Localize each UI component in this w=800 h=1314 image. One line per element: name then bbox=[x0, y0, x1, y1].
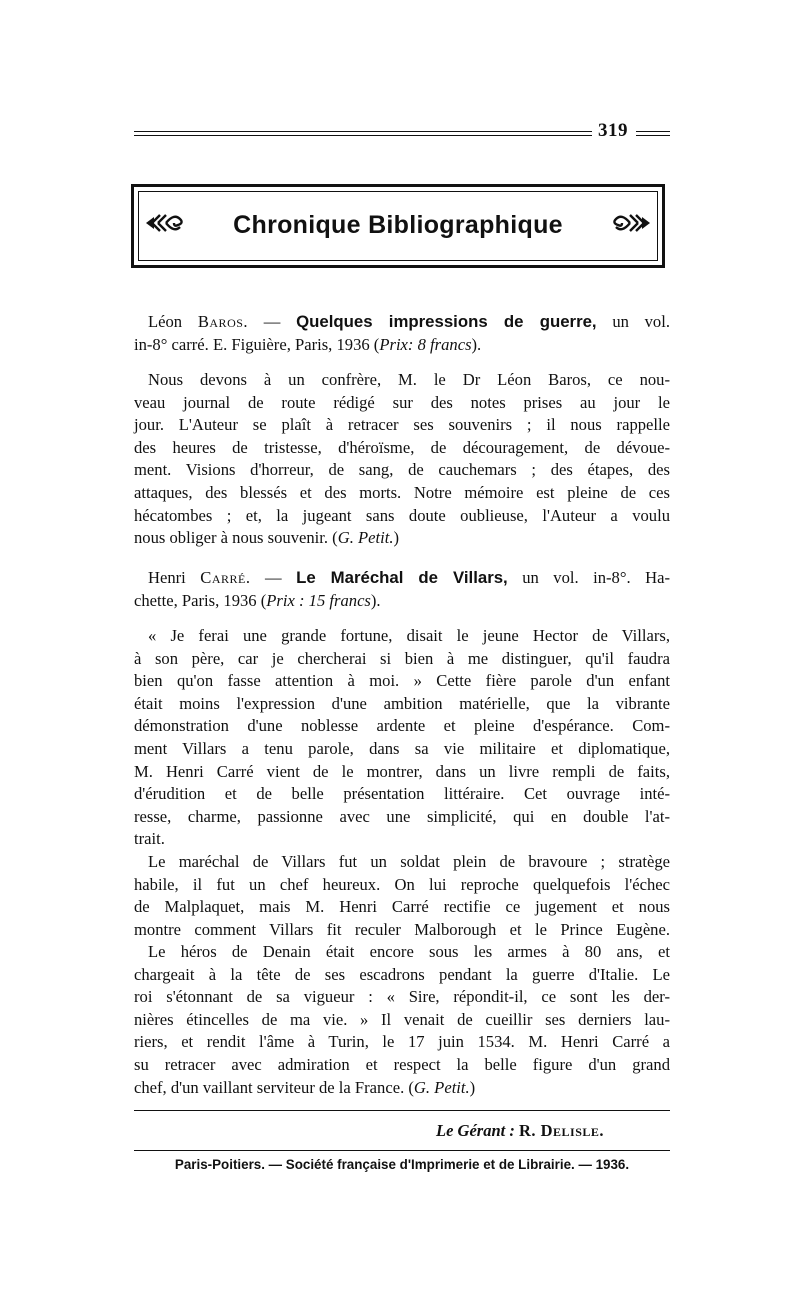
header-rule-right bbox=[636, 131, 670, 136]
gerant-label: Le Gérant : bbox=[436, 1121, 515, 1140]
review1-book-title: Quelques impressions de guerre, bbox=[296, 312, 597, 331]
review2-p3-line: su retracer avec admiration et respect la belle figure d'un grand bbox=[134, 1054, 670, 1074]
review2-p1-line: M. Henri Carré vient de le montrer, dans un livre rempli de faits, bbox=[134, 761, 670, 781]
review1-author-last: Baros. bbox=[197, 312, 249, 331]
footer-rule-bottom bbox=[134, 1150, 670, 1151]
review1-price-value: : 8 francs bbox=[407, 334, 472, 354]
section-title: Chronique Bibliographique bbox=[233, 211, 563, 239]
review1-body-line: nous obliger à nous souvenir. ( bbox=[134, 528, 338, 548]
review2-p1-line: d'érudition et de belle présentation littéraire. Cet ouvrage inté- bbox=[134, 784, 670, 804]
review1-body bbox=[134, 369, 670, 550]
review1-entry bbox=[134, 311, 670, 356]
review1-body-line: attaques, des blessés et des morts. Notre mémoire est pleine de ces bbox=[134, 482, 670, 502]
review2-paragraph-2 bbox=[134, 851, 670, 941]
review1-body-line: Nous devons à un confrère, M. le Dr Léon Baros, ce nou- bbox=[148, 370, 670, 389]
section-title-box bbox=[131, 184, 665, 268]
review1-publisher: in-8° carré. E. Figuière, Paris, 1936 ( bbox=[134, 334, 380, 354]
review2-p3-line: riers, et rendit l'âme à Turin, le 17 juin 1534. M. Henri Carré a bbox=[134, 1032, 670, 1052]
review1-entry-tail: un vol. bbox=[596, 312, 670, 331]
header-rule-left bbox=[134, 131, 592, 136]
review2-p3-line: chef, d'un vaillant serviteur de la France. ( bbox=[134, 1077, 414, 1097]
review2-p1-line: était moins l'expression d'une ambition matérielle, que la vibrante bbox=[134, 693, 670, 713]
review1-body-line: ment. Visions d'horreur, de sang, de cauchemars ; des étapes, des bbox=[134, 460, 670, 480]
review2-p1-line: « Je ferai une grande fortune, disait le jeune Hector de Villars, bbox=[148, 626, 670, 645]
review2-price-label: Prix bbox=[266, 590, 295, 610]
review2-p2-line: habile, il fut un chef heureux. On lui reproche quelquefois l'échec bbox=[134, 874, 670, 894]
review2-p1-line: resse, charme, passionne avec une simplicité, qui en double l'at- bbox=[134, 806, 670, 826]
review1-signature: G. Petit. bbox=[337, 528, 394, 548]
review2-p2-line: montre comment Villars fit reculer Malborough et le Prince Eugène. bbox=[134, 919, 670, 939]
review2-paragraph-1 bbox=[134, 625, 670, 851]
review2-p1-line: trait. bbox=[134, 829, 165, 849]
review1-signature-close: ) bbox=[393, 528, 400, 548]
gerant-name: R. Delisle. bbox=[518, 1121, 605, 1140]
review1-entry-close: ). bbox=[471, 334, 482, 354]
review1-body-line: jour. L'Auteur se plaît à retracer ses souvenirs ; il nous rappelle bbox=[134, 415, 670, 435]
review2-entry bbox=[134, 567, 670, 612]
review2-p3-line: roi s'étonnant de sa vigueur : « Sire, répondit-il, ce sont les der- bbox=[134, 987, 670, 1007]
review2-p1-line: bien qu'on fasse attention à moi. » Cette fière parole d'un enfant bbox=[134, 671, 670, 691]
review2-dash: — bbox=[250, 568, 297, 587]
review1-price-label: Prix bbox=[379, 334, 408, 354]
review2-entry-tail: un vol. in-8°. Ha- bbox=[507, 568, 670, 587]
review2-signature: G. Petit. bbox=[413, 1077, 470, 1097]
review2-p1-line: démonstration d'une noblesse ardente et pleine d'espérance. Com- bbox=[134, 716, 670, 736]
gerant-signature bbox=[436, 1121, 604, 1141]
review2-price-value: : 15 francs bbox=[294, 590, 371, 610]
review2-p3-line: Le héros de Denain était encore sous les armes à 80 ans, et bbox=[148, 942, 670, 961]
review2-p1-line: ment Villars a tenu parole, dans sa vie militaire et diplomatique, bbox=[134, 738, 670, 758]
review2-signature-close: ) bbox=[469, 1077, 476, 1097]
review2-author-first: Henri bbox=[148, 568, 186, 587]
review1-body-line: hécatombes ; et, la jugeant sans doute oublieuse, l'Auteur a voulu bbox=[134, 505, 670, 525]
review2-p2-line: Le maréchal de Villars fut un soldat plein de bravoure ; stratège bbox=[148, 852, 670, 871]
review2-p2-line: de Malplaquet, mais M. Henri Carré rectifie ce jugement et nous bbox=[134, 897, 670, 917]
review1-body-line: des heures de tristesse, d'héroïsme, de découragement, de dévoue- bbox=[134, 437, 670, 457]
review2-p3-line: nières étincelles de ma vie. » Il venait de cueillir ses derniers lau- bbox=[134, 1009, 670, 1029]
review2-author-last: Carré. bbox=[200, 568, 251, 587]
footer-rule-top bbox=[134, 1110, 670, 1111]
printer-imprint: Paris-Poitiers. — Société française d'Imprimerie et de Librairie. — 1936. bbox=[174, 1157, 630, 1172]
review2-entry-close: ). bbox=[370, 590, 381, 610]
fleuron-right-icon bbox=[608, 209, 652, 237]
review1-dash: — bbox=[248, 312, 297, 331]
review2-book-title: Le Maréchal de Villars, bbox=[296, 568, 508, 587]
review1-author-first: Léon bbox=[148, 312, 183, 331]
review1-body-line: veau journal de route rédigé sur des notes prises au jour le bbox=[134, 392, 670, 412]
review2-paragraph-3 bbox=[134, 941, 670, 1099]
review2-p1-line: à son père, car je chercherai si bien à me distinguer, qu'il faudra bbox=[134, 648, 670, 668]
review2-p3-line: chargeait à la tête de ses escadrons pendant la guerre d'Italie. Le bbox=[134, 964, 670, 984]
review2-publisher: chette, Paris, 1936 ( bbox=[134, 590, 267, 610]
page-number: 319 bbox=[598, 120, 628, 141]
